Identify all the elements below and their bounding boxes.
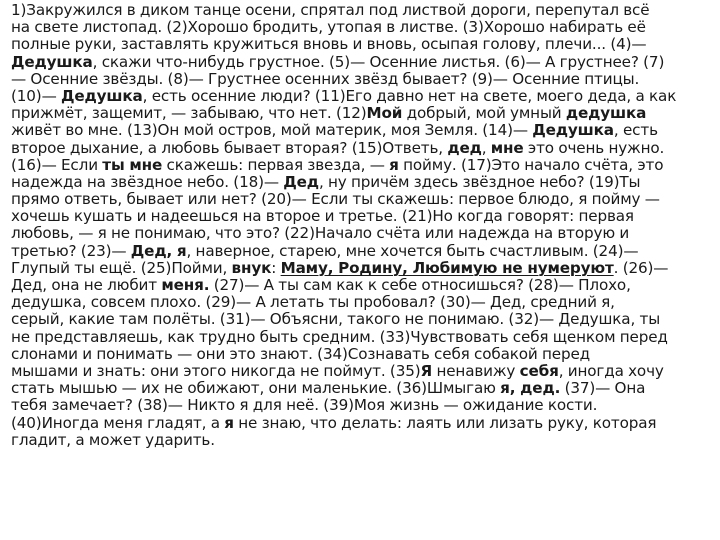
text-run: дедушка, совсем плохо. (29)— А летать ты пробовал? (30)— Дед, средний я, [11, 293, 615, 312]
text-run: это очень нужно. [523, 138, 665, 157]
text-run: слонами и понимать — они это знают. (34)Сознавать себя собакой перед [11, 344, 591, 363]
emphasized-text: меня. [161, 276, 210, 294]
text-run: скажешь: первая звезда, — [162, 155, 390, 174]
text-run: : [271, 258, 281, 277]
text-line [11, 105, 713, 122]
emphasized-text: дедушка [565, 104, 647, 123]
emphasized-text: я, дед. [500, 379, 561, 398]
emphasized-text: я [389, 155, 399, 174]
emphasized-text: Дед, я [130, 241, 187, 260]
text-run: второе дыхание, а любовь бывает вторая? (15)Ответь, [11, 138, 448, 157]
text-line [11, 174, 713, 191]
text-line [11, 88, 713, 105]
text-run: хочешь кушать и надеешься на второе и третье. (21)Но когда говорят: первая [11, 207, 634, 226]
emphasized-text: дед [447, 138, 482, 157]
text-line [11, 140, 713, 157]
text-run: прижмёт, защемит, — забываю, что нет. (12) [11, 104, 367, 123]
text-run: (37)— Она [560, 379, 646, 398]
emphasized-text: Дедушка [11, 52, 93, 71]
text-run: живёт во мне. (13)Он мой остров, мой материк, моя Земля. (14)— [11, 121, 533, 140]
document-text [11, 2, 713, 449]
text-line [11, 277, 713, 294]
text-line [11, 2, 713, 19]
text-run: , скажи что-нибудь грустное. (5)— Осенние листья. (6)— А грустнее? (7) [92, 52, 665, 71]
emphasized-text: Дедушка [532, 121, 614, 140]
text-run: мышами и знать: они этого никогда не поймут. (35) [11, 361, 421, 380]
emphasized-text: Дедушка [61, 86, 143, 105]
text-line [11, 432, 713, 449]
emphasized-text: Маму, Родину, Любимую не нумеруют [280, 258, 614, 277]
text-line [11, 71, 713, 88]
text-run: стать мышью — их не обижают, они маленькие. (36)Шмыгаю [11, 379, 501, 398]
text-line [11, 243, 713, 260]
emphasized-text: мне [490, 138, 524, 157]
text-run: , наверное, старею, мне хочется быть счастливым. (24)— [186, 241, 639, 260]
text-run: не представляешь, как трудно быть средним. (33)Чувствовать себя щенком перед [11, 327, 668, 346]
text-line [11, 311, 713, 328]
emphasized-text: себя [519, 361, 559, 380]
text-run: . (26)— [613, 258, 669, 277]
text-run: (16)— Если [11, 155, 103, 174]
text-run: тебя замечает? (38)— Никто я для неё. (39)Моя жизнь — ожидание кости. [11, 396, 598, 415]
text-run: любовь, — я не понимаю, что это? (22)Начало счёта или надежда на вторую и [11, 224, 630, 243]
text-run: , иногда хочу [558, 361, 664, 380]
text-line [11, 54, 713, 71]
text-line [11, 346, 713, 363]
text-run: полные руки, заставлять кружиться вновь и вновь, осыпая голову, плечи... (4)— [11, 35, 647, 54]
text-run: , [481, 138, 491, 157]
emphasized-text: Я [420, 361, 433, 380]
emphasized-text: Мой [366, 104, 403, 123]
text-run: пойму. (17)Это начало счёта, это [398, 155, 664, 174]
text-line [11, 157, 713, 174]
text-line [11, 36, 713, 53]
text-run: ненавижу [432, 361, 520, 380]
text-line [11, 208, 713, 225]
text-run: на свете листопад. (2)Хорошо бродить, утопая в листве. (3)Хорошо набирать её [11, 18, 646, 37]
text-run: (40)Иногда меня гладят, а [11, 413, 225, 432]
emphasized-text: ты мне [102, 155, 163, 174]
text-line [11, 19, 713, 36]
text-line [11, 260, 713, 277]
text-line [11, 191, 713, 208]
text-run: , есть осенние люди? (11)Его давно нет на свете, моего деда, а как [142, 86, 677, 105]
text-line [11, 329, 713, 346]
text-run: , есть [613, 121, 658, 140]
text-run: не знаю, что делать: лаять или лизать руку, которая [233, 413, 657, 432]
text-line [11, 380, 713, 397]
emphasized-text: внук [231, 258, 272, 277]
text-line [11, 363, 713, 380]
text-run: Дед, она не любит [11, 276, 162, 294]
text-run: гладит, а может ударить. [11, 430, 215, 449]
text-run: прямо ответь, бывает или нет? (20)— Если ты скажешь: первое блюдо, я пойму — [11, 190, 660, 209]
text-line [11, 225, 713, 242]
text-run: (27)— А ты сам как к себе относишься? (28)— Плохо, [209, 276, 631, 294]
text-run: (10)— [11, 86, 61, 105]
text-run: Глупый ты ещё. (25)Пойми, [11, 258, 232, 277]
text-line [11, 122, 713, 139]
emphasized-text: я [224, 413, 234, 432]
text-run: 1)Закружился в диком танце осени, спрятал под листвой дороги, перепутал всё [11, 1, 650, 19]
text-line [11, 415, 713, 432]
text-line [11, 294, 713, 311]
text-run: серый, какие там полёты. (31)— Объясни, такого не понимаю. (32)— Дедушка, ты [11, 310, 661, 329]
text-run: , ну причём здесь звёздное небо? (19)Ты [318, 172, 641, 191]
text-run: — Осенние звёзды. (8)— Грустнее осенних звёзд бывает? (9)— Осенние птицы. [11, 69, 640, 88]
emphasized-text: Дед [283, 172, 319, 191]
text-line [11, 397, 713, 414]
text-run: надежда на звёздное небо. (18)— [11, 172, 284, 191]
text-run: третью? (23)— [11, 241, 131, 260]
text-run: добрый, мой умный [402, 104, 566, 123]
